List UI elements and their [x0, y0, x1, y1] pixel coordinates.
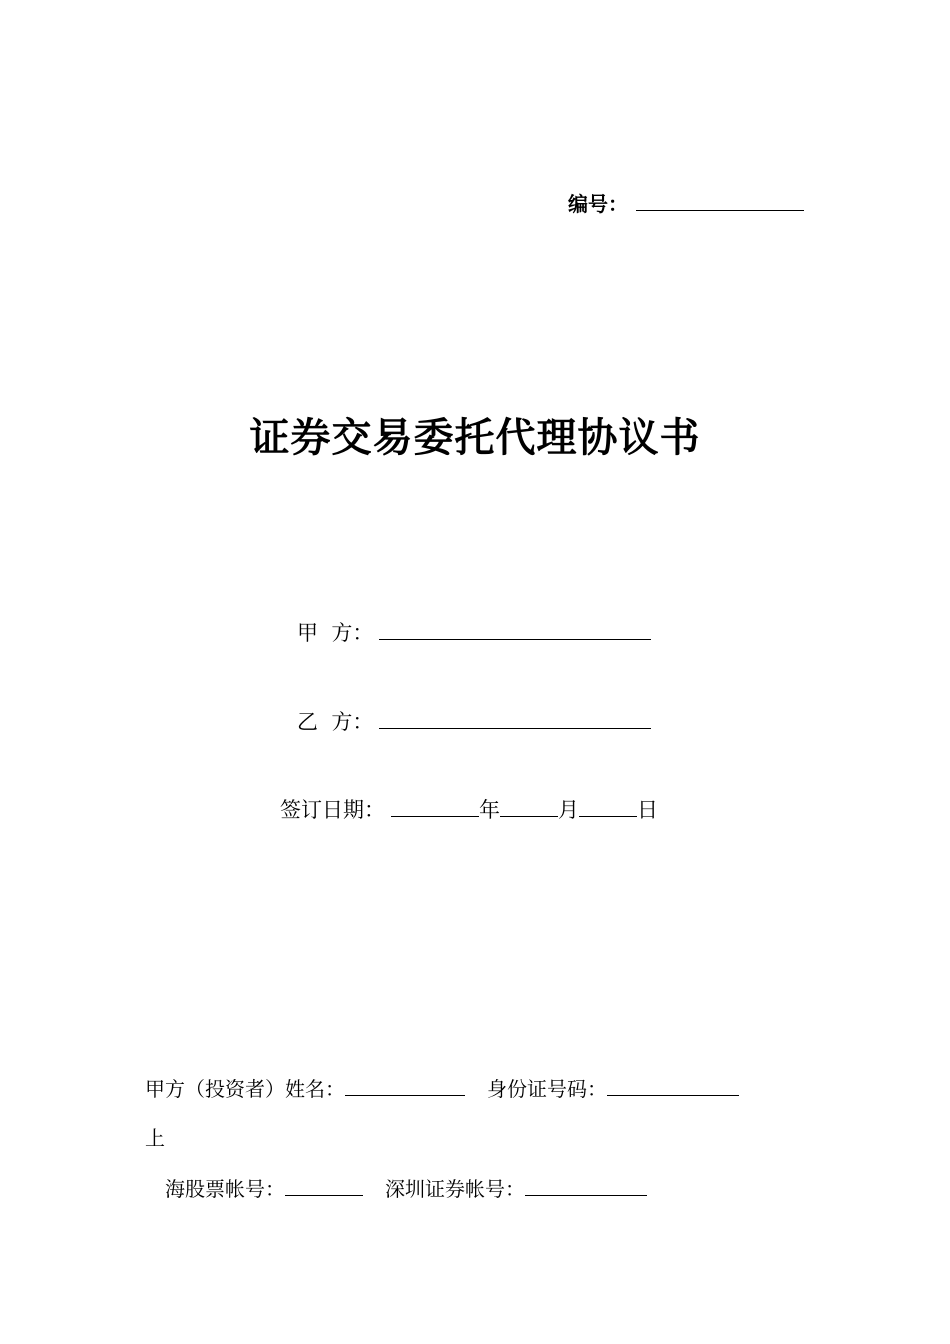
sign-date-line	[280, 795, 658, 825]
day-label: 日	[637, 798, 658, 822]
sh-account-blank[interactable]	[285, 1177, 363, 1196]
sz-account-label: 深圳证券帐号：	[385, 1177, 525, 1201]
investor-name-blank[interactable]	[345, 1077, 465, 1096]
party-a-label: 甲 方：	[297, 621, 374, 645]
id-number-label: 身份证号码：	[487, 1077, 607, 1101]
investor-name-label: 甲方（投资者）姓名：	[145, 1077, 345, 1101]
id-number-blank[interactable]	[607, 1077, 739, 1096]
investor-info-line	[145, 1075, 739, 1103]
party-a-blank[interactable]	[379, 619, 651, 640]
wrapped-text-line	[145, 1124, 165, 1152]
account-info-line	[165, 1175, 647, 1203]
month-label: 月	[558, 798, 579, 822]
wrapped-char: 上	[145, 1126, 165, 1150]
document-title: 证券交易委托代理协议书	[249, 415, 701, 461]
day-blank[interactable]	[579, 796, 637, 817]
sz-account-blank[interactable]	[525, 1177, 647, 1196]
year-label: 年	[479, 798, 500, 822]
party-b-line	[297, 707, 651, 737]
month-blank[interactable]	[500, 796, 558, 817]
party-b-blank[interactable]	[379, 708, 651, 729]
serial-number	[568, 190, 804, 218]
sh-account-label: 海股票帐号：	[165, 1177, 285, 1201]
party-a-line	[297, 618, 651, 648]
serial-number-label: 编号：	[568, 192, 628, 216]
party-b-label: 乙 方：	[297, 710, 374, 734]
year-blank[interactable]	[391, 796, 479, 817]
serial-number-blank[interactable]	[636, 190, 804, 211]
sign-date-label: 签订日期：	[280, 798, 385, 822]
